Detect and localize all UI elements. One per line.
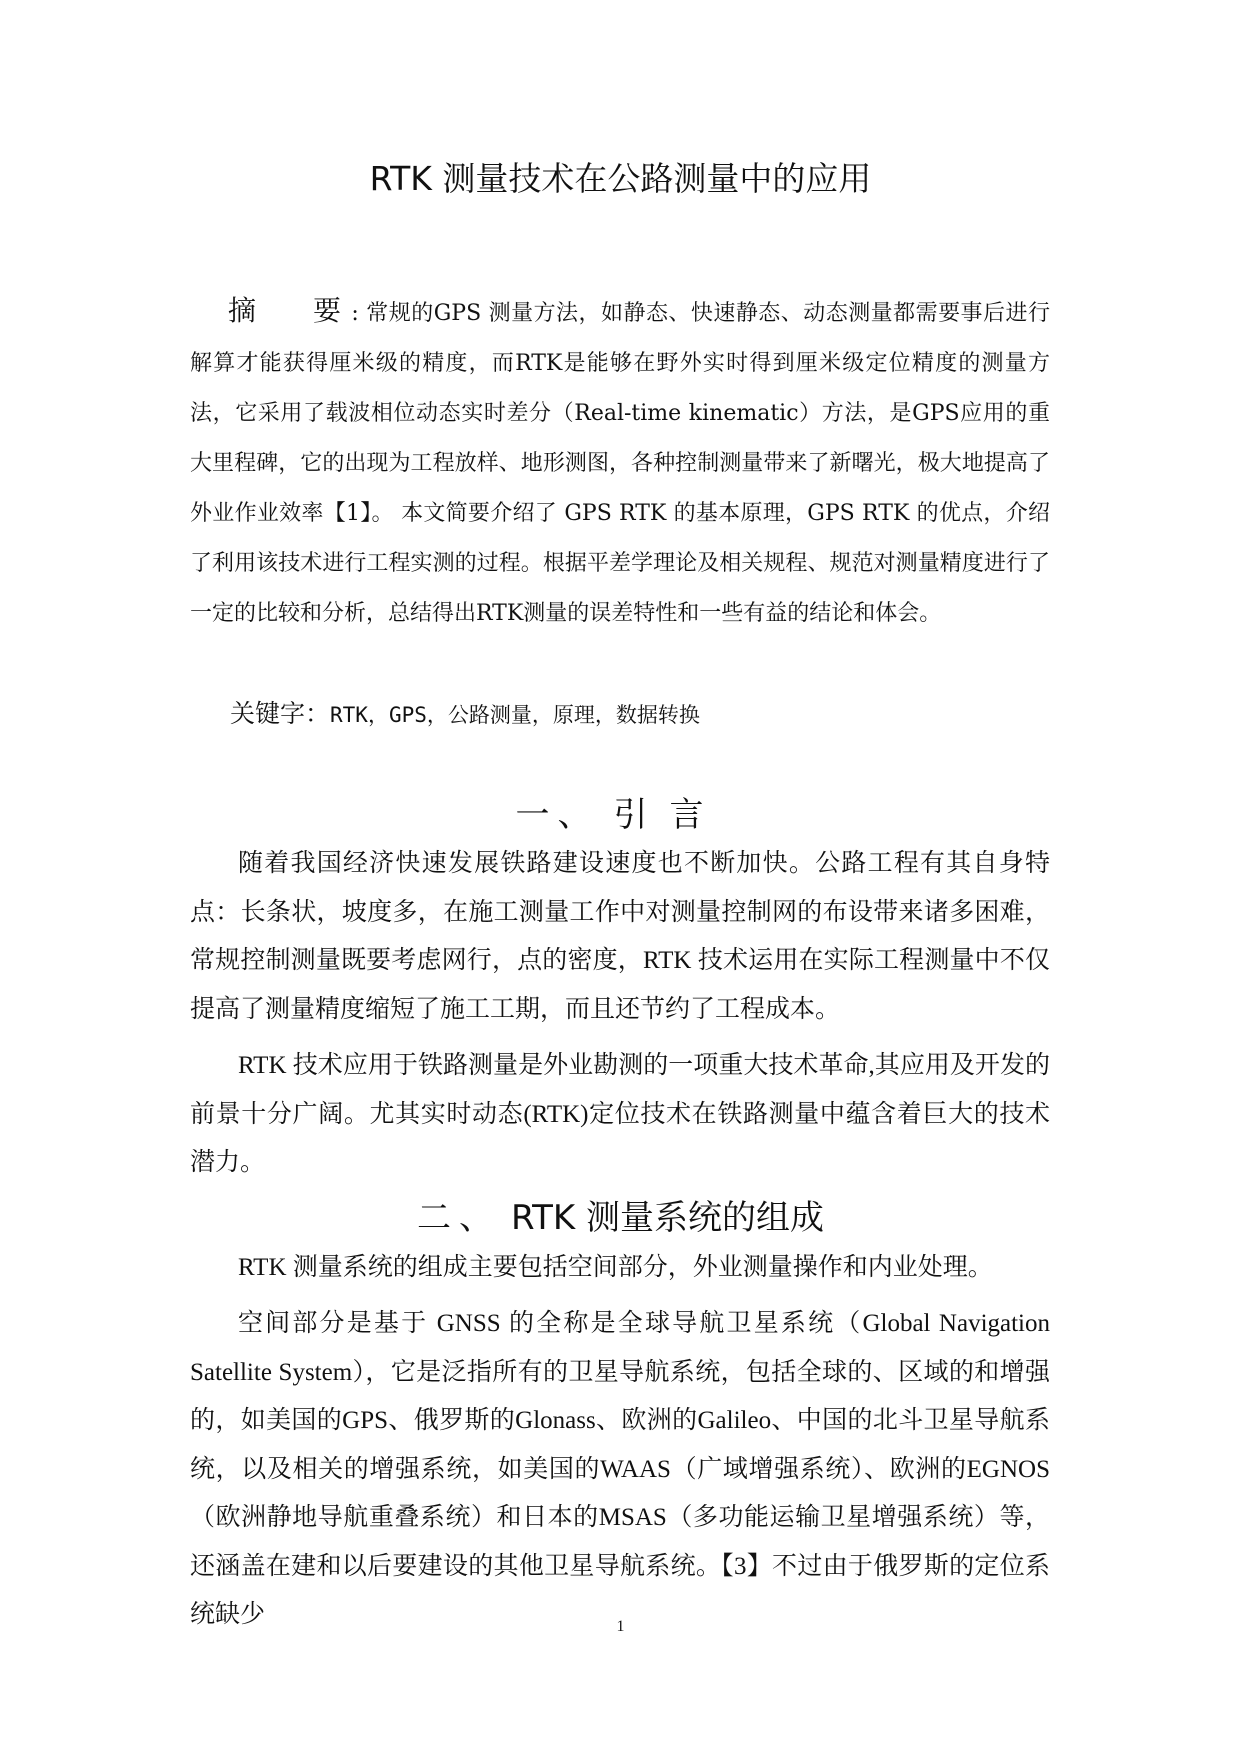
keywords-text: RTK，GPS，公路测量，原理，数据转换 xyxy=(330,703,700,727)
abstract-label: 摘 要 xyxy=(228,294,356,327)
section-title: RTK 测量系统的组成 xyxy=(510,1198,825,1238)
section-heading-introduction xyxy=(0,792,1241,838)
abstract-text: : 常规的GPS 测量方法，如静态、快速静态、动态测量都需要事后进行解算才能获得厘米级的精度，而RTK是能够在野外实时得到厘米级定位精度的测量方法，它采用了载波相位动态实时差分（Real-time kinematic）方法，是GPS应用的重大里程碑，它的出现为工程放样、地形测图，各种控制测量带来了新曙光，极大地提高了外业作业效率【1】。 本文简要介绍了 GPS RTK 的基本原理，GPS RTK 的优点，介绍了利用该技术进行工程实测的过程。根据平差学理论及相关规程、规范对测量精度进行了一定的比较和分析，总结得出RTK测量的误差特性和一些有益的结论和体会。 xyxy=(190,301,1050,626)
body-paragraph: RTK 测量系统的组成主要包括空间部分，外业测量操作和内业处理。 xyxy=(238,1254,993,1281)
keywords-label: 关键字： xyxy=(230,699,331,728)
section-title: 引言 xyxy=(613,795,726,835)
document-title: RTK 测量技术在公路测量中的应用 xyxy=(369,159,872,198)
body-paragraph: RTK 技术应用于铁路测量是外业勘测的一项重大技术革命,其应用及开发的前景十分广阔。尤其实时动态(RTK)定位技术在铁路测量中蕴含着巨大的技术潜力。 xyxy=(190,1052,1050,1176)
section-heading-rtk-system xyxy=(0,1195,1241,1241)
section-number: 二、 xyxy=(416,1198,501,1238)
section-number: 一、 xyxy=(515,795,600,835)
page-number: 1 xyxy=(616,1618,625,1635)
abstract-paragraph xyxy=(190,286,1050,639)
body-paragraph: 随着我国经济快速发展铁路建设速度也不断加快。公路工程有其自身特点：长条状，坡度多，在施工测量工作中对测量控制网的布设带来诸多困难，常规控制测量既要考虑网行，点的密度，RTK 技术运用在实际工程测量中不仅提高了测量精度缩短了施工工期，而且还节约了工程成本。 xyxy=(190,850,1050,1023)
body-paragraph: 空间部分是基于 GNSS 的全称是全球导航卫星系统（Global Navigation Satellite System），它是泛指所有的卫星导航系统，包括全球的、区域的和增强的，如美国的GPS、俄罗斯的Glonass、欧洲的Galileo、中国的北斗卫星导航系统，以及相关的增强系统，如美国的WAAS（广域增强系统）、欧洲的EGNOS（欧洲静地导航重叠系统）和日本的MSAS（多功能运输卫星增强系统）等，还涵盖在建和以后要建设的其他卫星导航系统。【3】不过由于俄罗斯的定位系统缺少 xyxy=(190,1310,1050,1628)
keywords-line xyxy=(230,697,700,732)
